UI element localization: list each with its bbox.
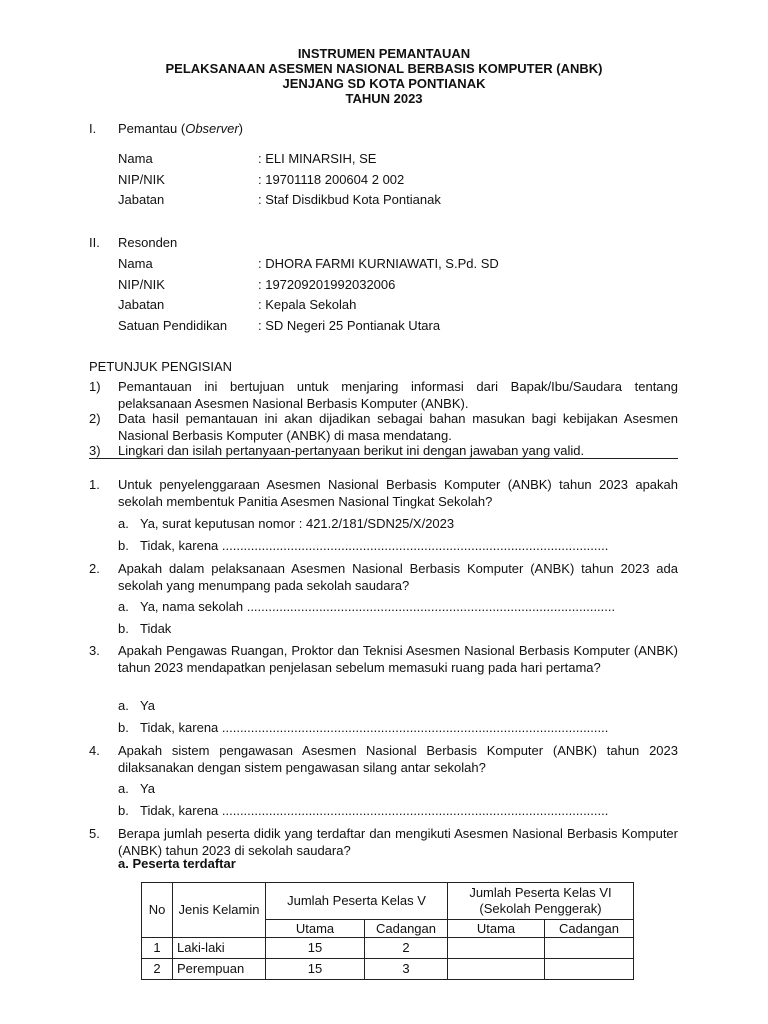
section-1-number: I. <box>89 121 97 136</box>
header-kelas-6: Jumlah Peserta Kelas VI (Sekolah Penggerak) <box>448 883 634 920</box>
instruction-number: 3) <box>89 443 101 458</box>
field-value: : ELI MINARSIH, SE <box>258 151 377 166</box>
option-text: Ya, surat keputusan nomor : 421.2/181/SDN25/X/2023 <box>140 516 455 531</box>
question-4 <box>89 742 678 776</box>
question-3 <box>89 642 678 676</box>
option-letter: b. <box>118 720 129 735</box>
cell-k6-utama[interactable] <box>448 959 545 980</box>
instructions-heading: PETUNJUK PENGISIAN <box>89 359 233 374</box>
instruction-text: Lingkari dan isilah pertanyaan-pertanyaan berikut ini dengan jawaban yang valid. <box>118 443 585 458</box>
header-k6-cadangan: Cadangan <box>545 920 634 938</box>
question-1 <box>89 476 678 510</box>
header-no: No <box>142 883 173 938</box>
field-label: Satuan Pendidikan <box>118 318 228 333</box>
q5-subheading: a. Peserta terdaftar <box>118 856 236 871</box>
option-text: Tidak, karena ........................................................................................................... <box>140 538 609 553</box>
question-5 <box>89 825 678 859</box>
instruction-text: Data hasil pemantauan ini akan dijadikan sebagai bahan masukan bagi kebijakan Asesmen Nasional Berbasis Komputer (ANBK) di masa mendatang. <box>118 411 678 443</box>
header-kelas-5: Jumlah Peserta Kelas V <box>266 883 448 920</box>
field-value: : Kepala Sekolah <box>258 297 357 312</box>
section-2-heading: Resonden <box>118 235 178 250</box>
instruction-item <box>89 442 678 459</box>
question-text: Untuk penyelenggaraan Asesmen Nasional Berbasis Komputer (ANBK) tahun 2023 apakah sekolah membentuk Panitia Asesmen Nasional Tingkat Sekolah? <box>118 477 678 509</box>
option-letter: b. <box>118 621 129 636</box>
option-text: Tidak, karena ........................................................................................................... <box>140 803 609 818</box>
title-line-2: PELAKSANAAN ASESMEN NASIONAL BERBASIS KOMPUTER (ANBK) <box>165 61 603 76</box>
cell-k6-cadangan[interactable] <box>545 938 634 959</box>
field-value: : DHORA FARMI KURNIAWATI, S.Pd. SD <box>258 256 499 271</box>
field-value: : Staf Disdikbud Kota Pontianak <box>258 192 441 207</box>
header-k5-cadangan: Cadangan <box>365 920 448 938</box>
instruction-item <box>89 378 678 412</box>
field-value: : 19701118 200604 2 002 <box>258 172 405 187</box>
option-text: Tidak, karena ........................................................................................................... <box>140 720 609 735</box>
header-k5-utama: Utama <box>266 920 365 938</box>
question-number: 4. <box>89 743 100 758</box>
cell-k5-cadangan: 2 <box>365 938 448 959</box>
field-value: : 197209201992032006 <box>258 277 396 292</box>
question-number: 5. <box>89 826 100 841</box>
option-text: Ya, nama sekolah ...................................................................................................... <box>140 599 616 614</box>
answer-option[interactable] <box>118 620 648 637</box>
title-line-4: TAHUN 2023 <box>345 91 423 106</box>
option-text: Ya <box>140 698 155 713</box>
question-text: Apakah Pengawas Ruangan, Proktor dan Teknisi Asesmen Nasional Berbasis Komputer (ANBK) tahun 2023 mendapatkan penjelasan sebelum memasuki ruang pada hari pertama? <box>118 643 678 675</box>
table-row <box>142 938 634 959</box>
section-2-number: II. <box>89 235 100 250</box>
field-value: : SD Negeri 25 Pontianak Utara <box>258 318 441 333</box>
answer-option[interactable] <box>118 537 648 554</box>
answer-option[interactable] <box>118 780 648 797</box>
cell-no: 1 <box>142 938 173 959</box>
cell-gender: Laki-laki <box>173 938 266 959</box>
field-label: Nama <box>118 151 153 166</box>
question-number: 2. <box>89 561 100 576</box>
table-header-row <box>142 883 634 920</box>
cell-k5-utama: 15 <box>266 959 365 980</box>
question-text: Apakah sistem pengawasan Asesmen Nasional Berbasis Komputer (ANBK) tahun 2023 dilaksanakan dengan sistem pengawasan silang antar sekolah? <box>118 743 678 775</box>
section-1-heading <box>118 120 243 137</box>
header-gender: Jenis Kelamin <box>173 883 266 938</box>
instruction-item <box>89 410 678 444</box>
cell-k6-utama[interactable] <box>448 938 545 959</box>
option-letter: a. <box>118 516 129 531</box>
question-text: Apakah dalam pelaksanaan Asesmen Nasional Berbasis Komputer (ANBK) tahun 2023 ada sekolah yang menumpang pada sekolah saudara? <box>118 561 678 593</box>
field-label: Jabatan <box>118 297 165 312</box>
table-row <box>142 959 634 980</box>
answer-option[interactable] <box>118 719 648 736</box>
field-label: NIP/NIK <box>118 172 165 187</box>
question-number: 1. <box>89 477 100 492</box>
section-1-heading-pre: Pemantau ( <box>118 121 186 136</box>
option-letter: a. <box>118 698 129 713</box>
answer-option[interactable] <box>118 515 648 532</box>
title-line-1: INSTRUMEN PEMANTAUAN <box>297 46 471 61</box>
question-number: 3. <box>89 643 100 658</box>
option-letter: b. <box>118 803 129 818</box>
answer-option[interactable] <box>118 697 648 714</box>
option-text: Tidak <box>140 621 172 636</box>
option-text: Ya <box>140 781 155 796</box>
instruction-number: 1) <box>89 379 101 394</box>
section-1-heading-post: ) <box>238 121 244 136</box>
field-label: Jabatan <box>118 192 165 207</box>
instruction-text: Pemantauan ini bertujuan untuk menjaring informasi dari Bapak/Ibu/Saudara tentang pelaksanaan Asesmen Nasional Berbasis Komputer (ANBK). <box>118 379 678 411</box>
field-label: Nama <box>118 256 153 271</box>
instruction-number: 2) <box>89 411 101 426</box>
divider-line <box>89 458 678 459</box>
option-letter: a. <box>118 599 129 614</box>
question-text: Berapa jumlah peserta didik yang terdaftar dan mengikuti Asesmen Nasional Berbasis Komputer (ANBK) tahun 2023 di sekolah saudara? <box>118 826 678 858</box>
participants-table <box>141 882 634 980</box>
cell-k6-cadangan[interactable] <box>545 959 634 980</box>
cell-k5-utama: 15 <box>266 938 365 959</box>
question-2 <box>89 560 678 594</box>
option-letter: a. <box>118 781 129 796</box>
cell-no: 2 <box>142 959 173 980</box>
document-title <box>0 46 768 106</box>
cell-k5-cadangan: 3 <box>365 959 448 980</box>
header-k6-utama: Utama <box>448 920 545 938</box>
answer-option[interactable] <box>118 598 648 615</box>
cell-gender: Perempuan <box>173 959 266 980</box>
title-line-3: JENJANG SD KOTA PONTIANAK <box>282 76 486 91</box>
field-label: NIP/NIK <box>118 277 165 292</box>
answer-option[interactable] <box>118 802 648 819</box>
section-1-heading-observer: Observer <box>185 121 239 136</box>
option-letter: b. <box>118 538 129 553</box>
